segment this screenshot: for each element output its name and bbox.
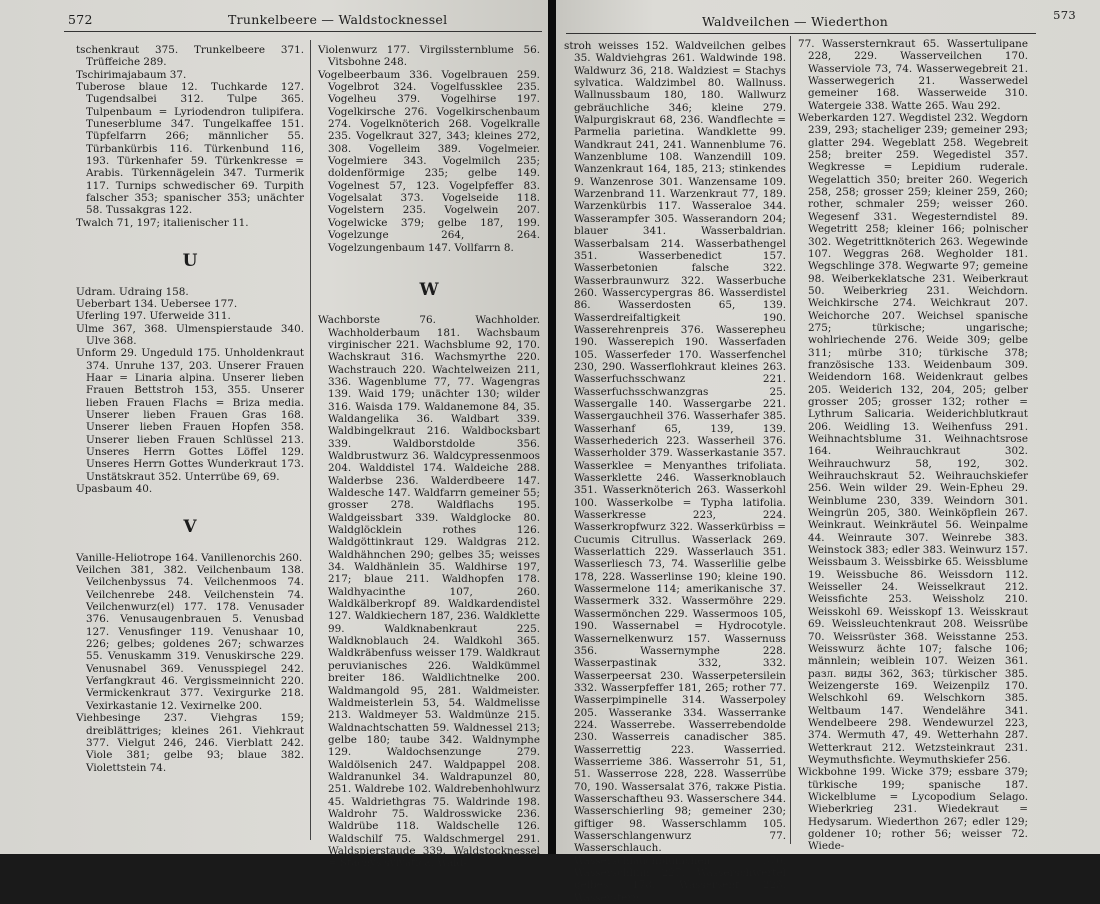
index-entry: Wachborste 76. Wachholder. Wachholderbaum 181. Wachsbaum virginischer 221. Wachsblume 92, 170. Wachskraut 316. Wachsmyrthe 220. Wachstrauch 220. Wachtelweizen 211, 336. Wagenblume 77, 77. Wagengras 139. Waid 179; unächter 130; wilder 316. Waisda 179. Waldanemone 84, 35. Waldangelika 36. Waldbart 339. Waldbingelkraut 216. Waldbocksbart 339. Waldborstdolde 356. Waldbrustwurz 36. Waldcypressenmoos 204. Walddistel 174. Waldeiche 288. Walderbse 236. Walderdbeere 147. Waldesche 147. Waldfarrn gemeiner 55; grosser 278. Waldflachs 195. Waldgeissbart 339. Waldglocke 80. Waldglöcklein rothes 126. Waldgöttinkraut 129. Waldgras 212. Waldhähnchen 290; gelbes 35; weisses 34. Waldhänlein 35. Waldhirse 197, 217; blaue 211. Waldhopfen 178. Waldhyacinthe 107, 260. Waldkälberkropf 89. Waldkardendistel 127. Waldkiechern 187, 236. Waldklette 99. Waldknabenkraut 225. Waldknoblauch 24. Waldkohl 365. Waldkräbenfuss weisser 179. Waldkraut peruvianisches 226. Waldkümmel breiter 186. Waldlichtnelke 200. Waldmangold 95, 281. Waldmeister. Waldmeisterlein 53, 54. Waldmelisse 213. Waldmeyer 53. Waldmünze 215. Waldnachtschatten 59. Waldnessel 213; gelbe 180; taube 342. Waldnymphe 129. Waldochsenzunge 279. Waldölsenich 247. Waldpappel 208. Waldranunkel 34. Waldrapunzel 80, 251. Waldrebe 102. Waldrebenhohlwurz 45. Waldriethgras 75. Waldrinde 198. Waldrohr 75. Waldrosswicke 236. Waldrübe 118. Waldschelle 126. Waldschilf 75. Waldschmergel 291. Waldspierstaude 339. Waldstocknessel = Stachys sylvatica. Wald- <box>318 314 540 870</box>
right-page <box>556 0 1100 904</box>
index-entry: Unform 29. Ungeduld 175. Unholdenkraut 374. Unruhe 137, 203. Unserer Frauen Haar = Linaria alpina. Unserer lieben Frauen Bettstroh 153, 355. Unserer lieben Frauen Flachs = Briza media. Unserer lieben Frauen Gras 168. Unserer lieben Frauen Hopfen 358. Unserer lieben Frauen Schlüssel 213. Unseres Herrn Gottes Löffel 129. Unseres Herrn Gottes Wunderkraut 173. Unstätskraut 352. Unterrübe 69, 69. <box>76 347 304 483</box>
running-header: Trunkelbeere — Waldstocknessel <box>228 12 448 27</box>
index-entry: Veilchen 381, 382. Veilchenbaum 138. Veilchenbyssus 74. Veilchenmoos 74. Veilchenrebe 248. Veilchenstein 74. Veilchenwurz(el) 177. 178. Venusader 376. Venusaugenbrauen 5. Venusbad 127. Venusfinger 119. Venushaar 10, 226; gelbes; goldenes 267; schwarzes 55. Venuskamm 319. Venuskirsche 229. Venusnabel 369. Venusspiegel 242. Verfangkraut 46. Vergissmeinnicht 220. Vermickenkraut 377. Vexirgurke 218. Vexirkastanie 12. Vexirnelke 200. <box>76 564 304 712</box>
column-divider <box>790 36 791 844</box>
header-rule <box>566 33 1036 34</box>
index-entry: Wickbohne 199. Wicke 379; essbare 379; türkische 199; spanische 187. Wickelblume = Lycopodium Selago. Wieberkrieg 231. Wiedekraut = Hedysarum. Wiederthon 267; edler 129; goldener 10; rother 56; weisser 72. Wiede- <box>798 766 1028 853</box>
right-column-2 <box>798 38 1028 853</box>
index-entry: Tschirimajabaum 37. <box>76 68 187 81</box>
index-entry: Vanille-Heliotrope 164. Vanillenorchis 260. <box>76 551 303 564</box>
header-rule <box>64 31 542 32</box>
index-entry: Ulme 367, 368. Ulmenspierstaude 340. Ulve 368. <box>76 322 304 347</box>
index-entry: Udram. Udraing 158. <box>76 285 189 298</box>
section-letter: W <box>419 279 439 300</box>
index-entry: Upasbaum 40. <box>76 483 153 495</box>
right-column-1 <box>564 40 786 904</box>
index-entry: Vogelbeerbaum 336. Vogelbrauen 259. Vogelbrot 324. Vogelfussklee 235. Vogelheu 379. Vogelhirse 197. Vogelkirsche 276. Vogelkirschenbaum 274. Vogelknöterich 268. Vogelkralle 235. Vogelkraut 327, 343; kleines 272, 308. Vogelleim 389. Vogelmeier. Vogelmiere 343. Vogelmilch 235; doldenförmige 235; gelbe 149. Vogelnest 57, 123. Vogelpfeffer 83. Vogelsalat 373. Vogelseide 118. Vogelstern 235. Vogelwein 207. Vogelwicke 379; gelbe 187, 199. Vogelzunge 264, 264. Vogelzungenbaum 147. Vollfarrn 8. <box>318 68 540 254</box>
index-entry: tschenkraut 375. Trunkelbeere 371. Trüffeiche 289. <box>76 44 304 69</box>
index-entry: stroh weisses 152. Waldveilchen gelbes 35. Waldviehgras 261. Waldwinde 198. Waldwurz 36, 218. Waldziest = Stachys sylvatica. Waldzimbel 80. Wallnuss. Wallnussbaum 180, 180. Wallwurz gebräuchliche 346; kleine 279. Walpurgiskraut 68, 236. Wandflechte = Parmelia parietina. Wandklette 99. Wandkraut 241, 241. Wannenblume 76. Wanzenblume 108. Wanzendill 109. Wanzenkraut 164, 185, 213; stinkendes 9. Wanzenrose 301. Wanzensame 109. Warzenbrand 11. Warzenkraut 77, 189. Warzenkürbis 117. Wasseraloe 344. Wasserampfer 305. Wasserandorn 204; blauer 341. Wasserbaldrian. Wasserbalsam 214. Wasserbathengel 351. Wasserbenedict 157. Wasserbetonien falsche 322. Wasserbraunwurz 322. Wasserbuche 260. Wassercypergras 86. Wasserdistel 86. Wasserdosten 65, 139. Wasserdreifaltigkeit 190. Wasserehrenpreis 376. Wasserepheu 190. Wasserepich 190. Wasserfaden 105. Wasserfeder 170. Wasserfenchel 230, 290. Wasserflohkraut kleines 263. Wasserfuchsschwanz 221. Wasserfuchsschwanzgras 25. Wassergalle 140. Wassergarbe 221. Wassergauchheil 376. Wasserhafer 385. Wasserhanf 65, 139, 139. Wasserhederich 223. Wasserheil 376. Wasserholder 379. Wasserkastanie 357. Wasserklee = Menyanthes trifoliata. Wasserklette 246. Wasserknoblauch 351. Wasserknöterich 263. Wasserkohl 100. Wasserkolbe = Typha latifolia. Wasserkresse 223, 224. Wasserkropfwurz 322. Wasserkürbiss = Cucumis Citrullus. Wasserlack 269. Wasserlattich 229. Wasserlauch 351. Wasserliesch 73, 74. Wasserlilie gelbe 178, 228. Wasserlinse 190; kleine 190. Wassermelone 114; amerikanische 37. Wassermerk 332. Wassermöhre 229. Wassermönchen 229. Wassermoos 105, 190. Wassernabel = Hydrocotyle. Wassernelkenwurz 157. Wassernuss 356. Wassernymphe 228. Wasserpastinak 332, 332. Wasserpeersat 230. Wasserpetersilein 332. Wasserpfeffer 181, 265; rother 77. Wasserpimpinelle 314. Wasserpoley 205. Wasseranke 334. Wasserranke 224. Wasserrebe. Wasserrebendolde 230. Wasserreis canadischer 385. Wasserrettig 223. Wasserried. Wasserrieme 386. Wasserrohr 51, 51, 51. Wasserrose 228, 228. Wasserrübe 70, 190. Wassersalat 376, таkже Pistia. Wasserschaftheu 93. Wasserschere 344. Wasserschierling 98; gemeiner 230; giftiger 98. Wasserschlamm 105. Wasserschlangenwurz 77. Wasserschlauch. Wasserschlauchblümchen 370. Wasserschlinn 227. Wasserschwertel gelbes 178. Wassersenf 223. Wasserstern <box>564 40 786 904</box>
index-entry: 77. Wassersternkraut 65. Wassertulipane 228, 229. Wasserveilchen 170. Wasserviole 73, 74. Wasserwegebreit 21. Wasserwegerich 21. Wasserwedel gemeiner 168. Wasserweide 310. Watergeie 338. Watte 265. Wau 292. <box>798 38 1028 112</box>
index-entry: Uferling 197. Uferweide 311. <box>76 310 231 323</box>
section-letter: U <box>182 251 198 272</box>
index-entry: Tuberose blaue 12. Tuchkarde 127. Tugendsalbei 312. Tulpe 365. Tulpenbaum = Lyriodendron tulipifera. Tuneserblume 347. Tungelkaffee 151. Tüpfelfarrn 266; männlicher 55. Türbankürbis 116. Türkenbund 116, 193. Türkenhafer 59. Türkenkresse = Arabis. Türkennägelein 347. Turmerik 117. Turnips schwedischer 69. Turpith falscher 353; spanischer 353; unächter 58. Tussakgras 122. <box>76 81 304 217</box>
column-divider <box>310 40 311 840</box>
index-entry: Ueberbart 134. Uebersee 177. <box>76 297 238 310</box>
book-gutter <box>548 0 556 854</box>
left-column-2 <box>318 44 540 870</box>
left-column-1 <box>76 44 304 774</box>
index-entry: Twalch 71, 197; italienischer 11. <box>76 216 249 229</box>
page-number: 573 <box>1053 8 1076 22</box>
index-entry: Violenwurz 177. Virgilssternblume 56. Vitsbohne 248. <box>318 44 540 69</box>
index-entry: Viehbesinge 237. Viehgras 159; dreiblättriges; kleines 261. Viehkraut 377. Vielgut 246, 246. Vierblatt 242. Viole 381; gelbe 93; blaue 382. Violettstein 74. <box>76 712 304 774</box>
left-page <box>0 0 548 870</box>
section-letter: V <box>183 517 197 538</box>
running-header: Waldveilchen — Wiederthon <box>702 14 889 29</box>
page-number: 572 <box>68 12 93 27</box>
index-entry: Weberkarden 127. Wegdistel 232. Wegdorn 239, 293; stacheliger 239; gemeiner 293; glatter 294. Wegeblatt 258. Wegebreit 258; breiter 259. Wegedistel 357. Wegkresse = Lepidium ruderale. Wegelattich 350; breiter 260. Wegerich 258, 258; grosser 259; kleiner 259, 260; rother, schmaler 259; weisser 260. Wegesenf 331. Wegesterndistel 89. Wegetritt 258; kleiner 166; polnischer 302. Wegetrittknöterich 263. Wegewinde 107. Weggras 268. Wegholder 181. Wegschlinge 378. Wegwarte 97; gemeine 98. Weiberkeklatsche 231. Weiberkraut 50. Weiberkrieg 231. Weichdorn. Weichkirsche 274. Weichkraut 207. Weichorche 207. Weichsel spanische 275; türkische; ungarische; wohlriechende 276. Weide 309; gelbe 311; mürbe 310; türkische 378; französische 133. Weidenbaum 309. Weidendorn 168. Weidenkraut gelbes 205. Weiderich 132, 204, 205; gelber grosser 205; grosser 132; rother = Lythrum Salicaria. Weiderichblutkraut 206. Weidling 13. Weihenfuss 291. Weihnachtsblume 31. Weihnachtsrose 164. Weihrauchkraut 302. Weihrauchwurz 58, 192, 302. Weihrauchskraut 52. Weihrauchskiefer 256. Wein wilder 29. Wein-Epheu 29. Weinblume 230, 339. Weindorn 301. Weingrün 205, 380. Weinköpflein 267. Weinkraut. Weinkräutel 56. Weinpalme 44. Weinraute 307. Weinrebe 383. Weinstock 383; edler 383. Weinwurz 157. Weissbaum 3. Weissbirke 65. Weissblume 19. Weissbuche 86. Weissdorn 112. Weisseller 24. Weisselkraut 212. Weissfichte 253. Weissholz 210. Weisskohl 69. Weisskopf 13. Weisskraut 69. Weissleuchtenkraut 208. Weissrübe 70. Weissrüster 368. Weisstanne 253. Weisswurz ächte 107; falsche 106; männlein; weiblein 107. Weizen 361. разл. виды 362, 363; türkischer 385. Weizengerste 169. Weizenpilz 170. Welschkohl 69. Welschkorn 385. Weltbaum 147. Wendelähre 341. Wendelbeere 298. Wendewurzel 223, 374. Wermuth 47, 49. Wetterhahn 287. Wetterkraut 212. Wetzsteinkraut 231. Weymuthsfichte. Weymuthskiefer 256. <box>798 112 1028 766</box>
